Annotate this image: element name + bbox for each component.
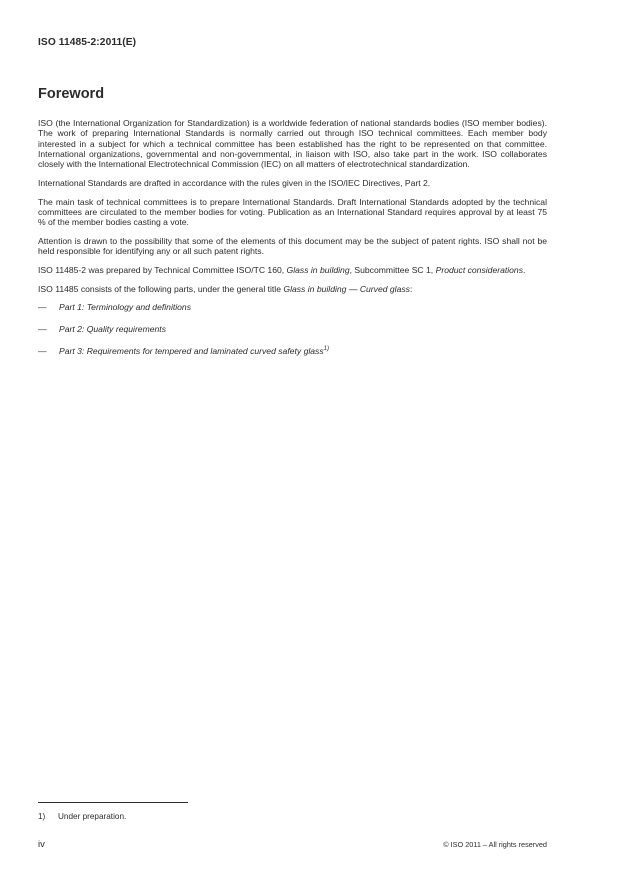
paragraph-patent-rights: Attention is drawn to the possibility that some of the elements of this document may be the subject of patent rights. ISO shall not be held responsible for identifying any or all such patent rights.	[38, 235, 547, 257]
document-id-header: ISO 11485-2:2011(E)	[38, 37, 137, 48]
copyright-notice: © ISO 2011 – All rights reserved	[443, 840, 547, 849]
parts-intro-lead: ISO 11485 consists of the following parts, under the general title	[38, 283, 284, 294]
part-1-label: Part 1: Terminology and definitions	[59, 302, 192, 313]
part-3-text: Part 3: Requirements for tempered and laminated curved safety glass	[59, 346, 324, 357]
foreword-body	[38, 118, 547, 368]
page-title: Foreword	[38, 86, 105, 102]
footnote	[38, 812, 126, 821]
part-3-label	[59, 346, 329, 356]
prepared-lead: ISO 11485-2 was prepared by Technical Committee ISO/TC 160,	[38, 264, 287, 275]
list-item	[38, 302, 547, 312]
paragraph-parts-intro	[38, 284, 547, 294]
prepared-mid: , Subcommittee SC 1,	[349, 264, 436, 275]
general-title: Glass in building — Curved glass	[283, 283, 410, 294]
footnote-number: 1)	[38, 812, 46, 821]
prepared-end: .	[523, 264, 526, 275]
paragraph-iso-federation: ISO (the International Organization for Standardization) is a worldwide federation of national standards bodies (ISO member bodies). The work of preparing International Standards is normally carried out through ISO technical committees. Each member body interested in a subject for which a technical committee has been established has the right to be represented on that committee. International organizations, governmental and non-governmental, in liaison with ISO, also take part in the work. ISO collaborates closely with the International Electrotechnical Commission (IEC) on all matters of electrotechnical standardization.	[38, 118, 547, 170]
paragraph-committee-task: The main task of technical committees is to prepare International Standards. Draft International Standards adopted by the technical committees are circulated to the member bodies for voting. Publication as an International Standard requires approval by at least 75 % of the member bodies casting a vote.	[38, 196, 547, 228]
subcommittee-title: Product considerations	[435, 264, 524, 275]
parts-intro-end: :	[409, 283, 413, 294]
footnote-reference: 1)	[323, 346, 329, 353]
list-item	[38, 346, 547, 356]
list-dash: —	[38, 302, 47, 313]
part-2-label: Part 2: Quality requirements	[59, 324, 166, 335]
footnote-separator	[38, 802, 188, 803]
footnote-text: Under preparation.	[58, 812, 127, 821]
paragraph-directives: International Standards are drafted in accordance with the rules given in the ISO/IEC Directives, Part 2.	[38, 178, 431, 189]
paragraph-prepared-by	[38, 265, 547, 275]
list-dash: —	[38, 346, 47, 357]
list-item	[38, 324, 547, 334]
committee-title: Glass in building	[286, 264, 350, 275]
parts-list	[38, 302, 547, 356]
list-dash: —	[38, 324, 47, 335]
page-number: iv	[38, 839, 45, 850]
